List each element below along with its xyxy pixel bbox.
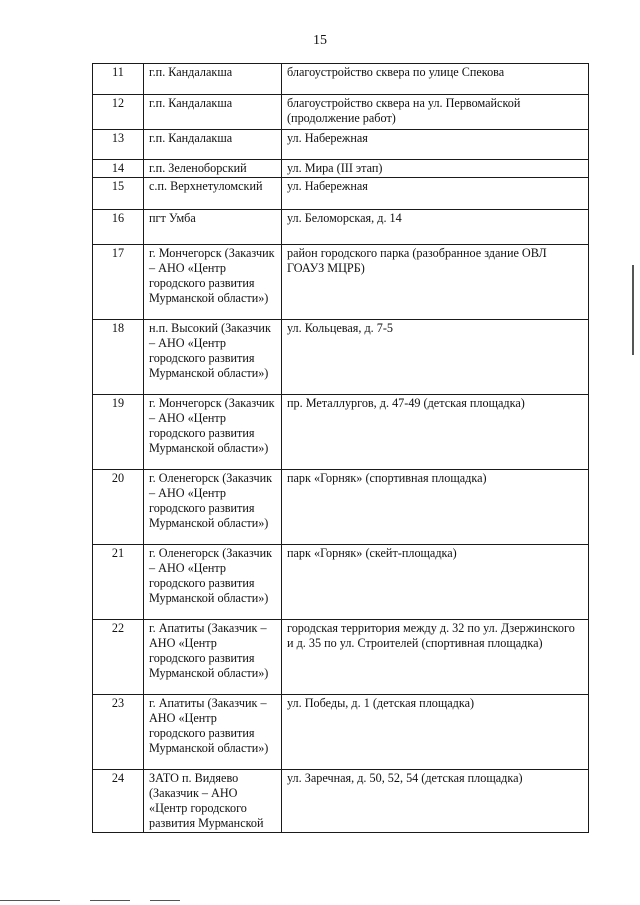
row-location: г. Мончегорск (Заказчик – АНО «Центр городского развития Мурманской области») <box>144 245 282 320</box>
row-number: 19 <box>93 395 144 470</box>
row-object: ул. Кольцевая, д. 7-5 <box>282 320 589 395</box>
row-number: 11 <box>93 64 144 95</box>
row-number: 16 <box>93 210 144 245</box>
row-object: благоустройство сквера по улице Спекова <box>282 64 589 95</box>
row-object: ул. Набережная <box>282 178 589 210</box>
row-object: ул. Победы, д. 1 (детская площадка) <box>282 695 589 770</box>
row-location: г.п. Зеленоборский <box>144 160 282 178</box>
scan-artifact-mark <box>0 900 60 901</box>
row-location: г. Апатиты (Заказчик – АНО «Центр городского развития Мурманской области») <box>144 695 282 770</box>
row-number: 17 <box>93 245 144 320</box>
objects-table <box>92 63 589 833</box>
scan-artifact-mark <box>632 265 634 355</box>
row-object: городская территория между д. 32 по ул. Дзержинского и д. 35 по ул. Строителей (спортивная площадка) <box>282 620 589 695</box>
row-object: парк «Горняк» (скейт-площадка) <box>282 545 589 620</box>
table-row <box>93 545 589 620</box>
table-row <box>93 470 589 545</box>
row-location: г. Оленегорск (Заказчик – АНО «Центр городского развития Мурманской области») <box>144 470 282 545</box>
table-row <box>93 245 589 320</box>
row-number: 23 <box>93 695 144 770</box>
row-number: 21 <box>93 545 144 620</box>
scan-artifact-mark <box>90 900 130 901</box>
row-object: благоустройство сквера на ул. Первомайской (продолжение работ) <box>282 95 589 130</box>
row-number: 18 <box>93 320 144 395</box>
row-number: 14 <box>93 160 144 178</box>
row-location: пгт Умба <box>144 210 282 245</box>
row-object: ул. Набережная <box>282 130 589 160</box>
row-location: г.п. Кандалакша <box>144 130 282 160</box>
table-row <box>93 395 589 470</box>
row-number: 20 <box>93 470 144 545</box>
table-row <box>93 695 589 770</box>
row-number: 12 <box>93 95 144 130</box>
table-row <box>93 620 589 695</box>
table-row <box>93 95 589 130</box>
row-object: ул. Беломорская, д. 14 <box>282 210 589 245</box>
row-number: 22 <box>93 620 144 695</box>
row-location: ЗАТО п. Видяево (Заказчик – АНО «Центр городского развития Мурманской <box>144 770 282 833</box>
row-object: ул. Заречная, д. 50, 52, 54 (детская площадка) <box>282 770 589 833</box>
table-row <box>93 130 589 160</box>
table-row <box>93 210 589 245</box>
row-number: 24 <box>93 770 144 833</box>
table-row <box>93 64 589 95</box>
row-location: г.п. Кандалакша <box>144 64 282 95</box>
table-row <box>93 160 589 178</box>
row-object: пр. Металлургов, д. 47-49 (детская площадка) <box>282 395 589 470</box>
row-object: парк «Горняк» (спортивная площадка) <box>282 470 589 545</box>
row-object: район городского парка (разобранное здание ОВЛ ГОАУЗ МЦРБ) <box>282 245 589 320</box>
row-number: 13 <box>93 130 144 160</box>
table-row <box>93 320 589 395</box>
table-row <box>93 178 589 210</box>
row-location: н.п. Высокий (Заказчик – АНО «Центр городского развития Мурманской области») <box>144 320 282 395</box>
row-location: г.п. Кандалакша <box>144 95 282 130</box>
scan-artifact-mark <box>150 900 180 901</box>
row-number: 15 <box>93 178 144 210</box>
row-location: с.п. Верхнетуломский <box>144 178 282 210</box>
row-location: г. Апатиты (Заказчик – АНО «Центр городского развития Мурманской области») <box>144 620 282 695</box>
row-location: г. Оленегорск (Заказчик – АНО «Центр городского развития Мурманской области») <box>144 545 282 620</box>
row-location: г. Мончегорск (Заказчик – АНО «Центр городского развития Мурманской области») <box>144 395 282 470</box>
table-row <box>93 770 589 833</box>
row-object: ул. Мира (III этап) <box>282 160 589 178</box>
page-number: 15 <box>313 33 327 48</box>
